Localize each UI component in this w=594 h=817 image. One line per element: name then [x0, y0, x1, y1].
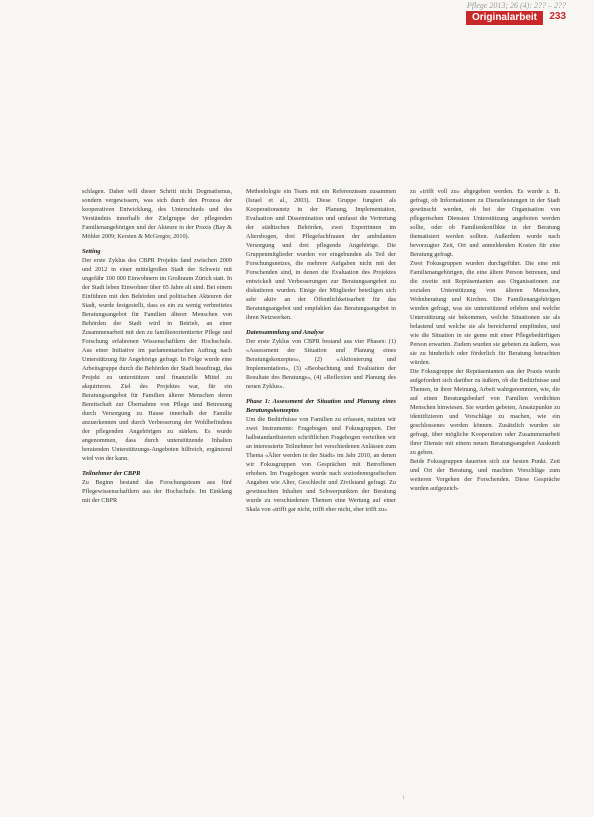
paragraph: Beide Fokusgruppen dauerten sich zur besten Punkt. Zeit und Ort der Beratung, und machten Vorschläge zum weiteren Vorgehen der Forschenden. Diese Gespräche wurden aufgezeich- [410, 458, 560, 492]
paragraph: Der erste Zyklus des CBPR Projekts fand zwischen 2009 und 2012 in einer mittelgroßen Stadt der Schweiz mit ungefähr 100 000 Einwohnern im Großraum Zürich statt. In der Stadt leben Einwohner über 65 Jahre alt sind. Bei einem Einführen mit den Behörden und politischen Akteuren der Stadt, wurde festgestellt, dass es ein zu wenig verbreitetes Beratungsangebot für Familien älterer Menschen von Behörden der Stadt wird in Betrieb, an einer Zusammenarbeit mit den zu familienorientierter Pflege und Forschung erfahrenen Wissenschaftlern der Hochschule. Aus einer Initiative im parlamentarischen Auftrag nach Unterstützung für Angehörige gefragt. In Folge wurde eine Arbeitsgruppe durch die Behörden der Stadt beauftragt, das Projekt zu unterstützen und finanzielle Mittel zu akquirieren. Ziel des Projektes war, für ein Beratungsangebot für Familien älterer Menschen deren Bereitschaft zur Übernahme von Pflege und Betreuung durch Versorgung zu Hause innerhalb der Familie anzuerkennen und durch Verbesserung der Wohlbefindens der pflegenden Angehörigen zu stärken. Es wurde angenommen, dass durch unterstützende Inhalten beratenden Unterstützungs-Angeboten hilfreich, ergänzend wird von der kann. [82, 257, 232, 462]
paragraph: Die Fokusgruppe der Repräsentanten aus der Praxis wurde aufgefordert sich darüber zu äußern, ob die Bedürfnisse und Themen, in ihrer Meinung, Arbeit wahrgenommen, wie, die auf einen Beratungsbedarf von Familien verdichten Menschen hinwiesen. Sie wurden gebeten, Ansatzpunkte zu identifizieren und Vorschläge zu machen, wie ein geschlossenes werden können. Zusätzlich wurden sie gefragt, über mögliche Kooperation oder Zusammenarbeit ihrer Dienste mit einem neuen Beratungsangebot Auskunft zu geben. [410, 368, 560, 456]
section-badge: Originalarbeit [466, 11, 543, 25]
footer-mark: i [403, 795, 405, 801]
paragraph: Der erste Zyklus von CBPR bestand aus vier Phasen: (1) «Assessment der Situation und Planung eines Beratungskonzeptes», (2) «Aktionierung und Implementation», (3) «Beobachtung und Evaluation der Resultate des Beratungs», (4) «Reflexion und Planung des neuen Zyklus». [246, 338, 396, 390]
journal-reference: Pflege 2013; 26 (4): 2?? – 2?? [466, 1, 566, 10]
page-number: 233 [549, 11, 566, 22]
text-column-3 [410, 187, 560, 493]
page-header [0, 0, 594, 24]
paragraph: Um die Bedürfnisse von Familien zu erfassen, nutzten wir zwei Instrumente: Fragebogen und Fokusgruppen. Der halbstandardisierten schriftlichen Fragebogen verteilten wir an interessierte Teilnehmer bei verschiedenen Anlässen zum Thema «Älter werden in der Stadt» im Jahr 2010, an denen wir Fokusgruppen von Gesprächen mit Betroffenen erhoben. Im Fragebogen wurde nach soziodemografischen Angaben wie Alter, Geschlecht und Zivilstand gefragt. Zu gewünschten Inhalten und Schwerpunkten der Beratung wurde zu verschiedenen Themen eine Wertung auf einer Skala von «trifft gar nicht, trifft eher nicht, eher trifft zu» [246, 416, 396, 513]
paragraph: Methodologie ein Team mit ein Referenzteam zusammen (Israel et al., 2003). Diese Gruppe fungiert als Kooperationsnetz in der Planung, Implementation, Evaluation und Dissemination und umfasst die Vertretung der städtischen Behörden, zwei Expertinnen im Altersbogen, drei Pflegefachfrauen der ambulanten Versorgung und drei pflegende Angehörige. Die Gruppenmitglieder wurden vor eingebunden als Teil der Forschungsnetzes, die mehrere Aufgaben nicht mit der Forschenden sind, in denen die Evaluation des Projektes entwickelt und Verbesserungen zur Beratungsangebot zu diskutieren wurden. Einige der Mitglieder beteiligen sich sehr aktiv an der Öffentlichkeitsarbeit für das Beratungsangebot und empfahlen das Beratungsangebot in ihren Netzwerken. [246, 188, 396, 321]
section-heading: Phase 1: Assessment der Situation und Planung eines Beratungskonzeptes [246, 398, 396, 414]
section-heading: Datensammlung und Analyse [246, 329, 324, 336]
paragraph: Zwei Fokusgruppen wurden durchgeführt. Die eine mit Familienangehörigen, die eine ältere Person betreuen, und die zweite mit Repräsentanten aus Organisationen zur sozialen Unterstützung von älteren Menschen, Wohnberatung und Kirchen. Die Familienangehörigen wurden gefragt, was sie unterstützend erleben und welche Unterstützung sie bekommen, welche Situationen sie als belastend und welche sie als bereichernd empfinden, und wie die Situation in sie geme mit einer Pflegebedürftigen Person erwarten. Zudem wurden sie gebeten zu äußern, was sie zu hinderlich oder förderlich für Beratung betrachten würden. [410, 260, 560, 366]
text-column-1 [82, 187, 232, 505]
paragraph: zu «trifft voll zu» abgegeben werden. Es wurde z. B. gefragt, ob Informationen zu Dienstleistungen in der Stadt gewünscht werden, ob bei der Organisation von pflegerischen Diensten Unterstützung angeboten werden sollte, oder ob Familienkonflikte in der Beratung thematisiert werden sollten. Außerdem wurde nach bevorzugter Zeit, Ort und anmeldenden Kosten für eine Beratung gefragt. [410, 188, 560, 258]
section-heading: Setting [82, 248, 101, 255]
paragraph: Zu Beginn bestand das Forschungsteam aus fünf Pflegewissenschaftlern aus der Hochschule. Im Einklang mit der CBPR [82, 479, 232, 504]
paragraph: schlagen. Daher will dieser Schritt nicht Dogmatismus, sondern vergewissern, was sich durch den Prozess der kooperativen Entwicklung, des Unterschieds und des Verständnis innerhalb der Zielgruppe der pflegenden Familienangehörigen und der Akteure in der Praxis (Bay & Möhler 2009; Kersten & McGregor, 2010). [82, 188, 232, 240]
text-column-2 [246, 187, 396, 514]
section-heading: Teilnehmer der CBPR [82, 470, 141, 477]
